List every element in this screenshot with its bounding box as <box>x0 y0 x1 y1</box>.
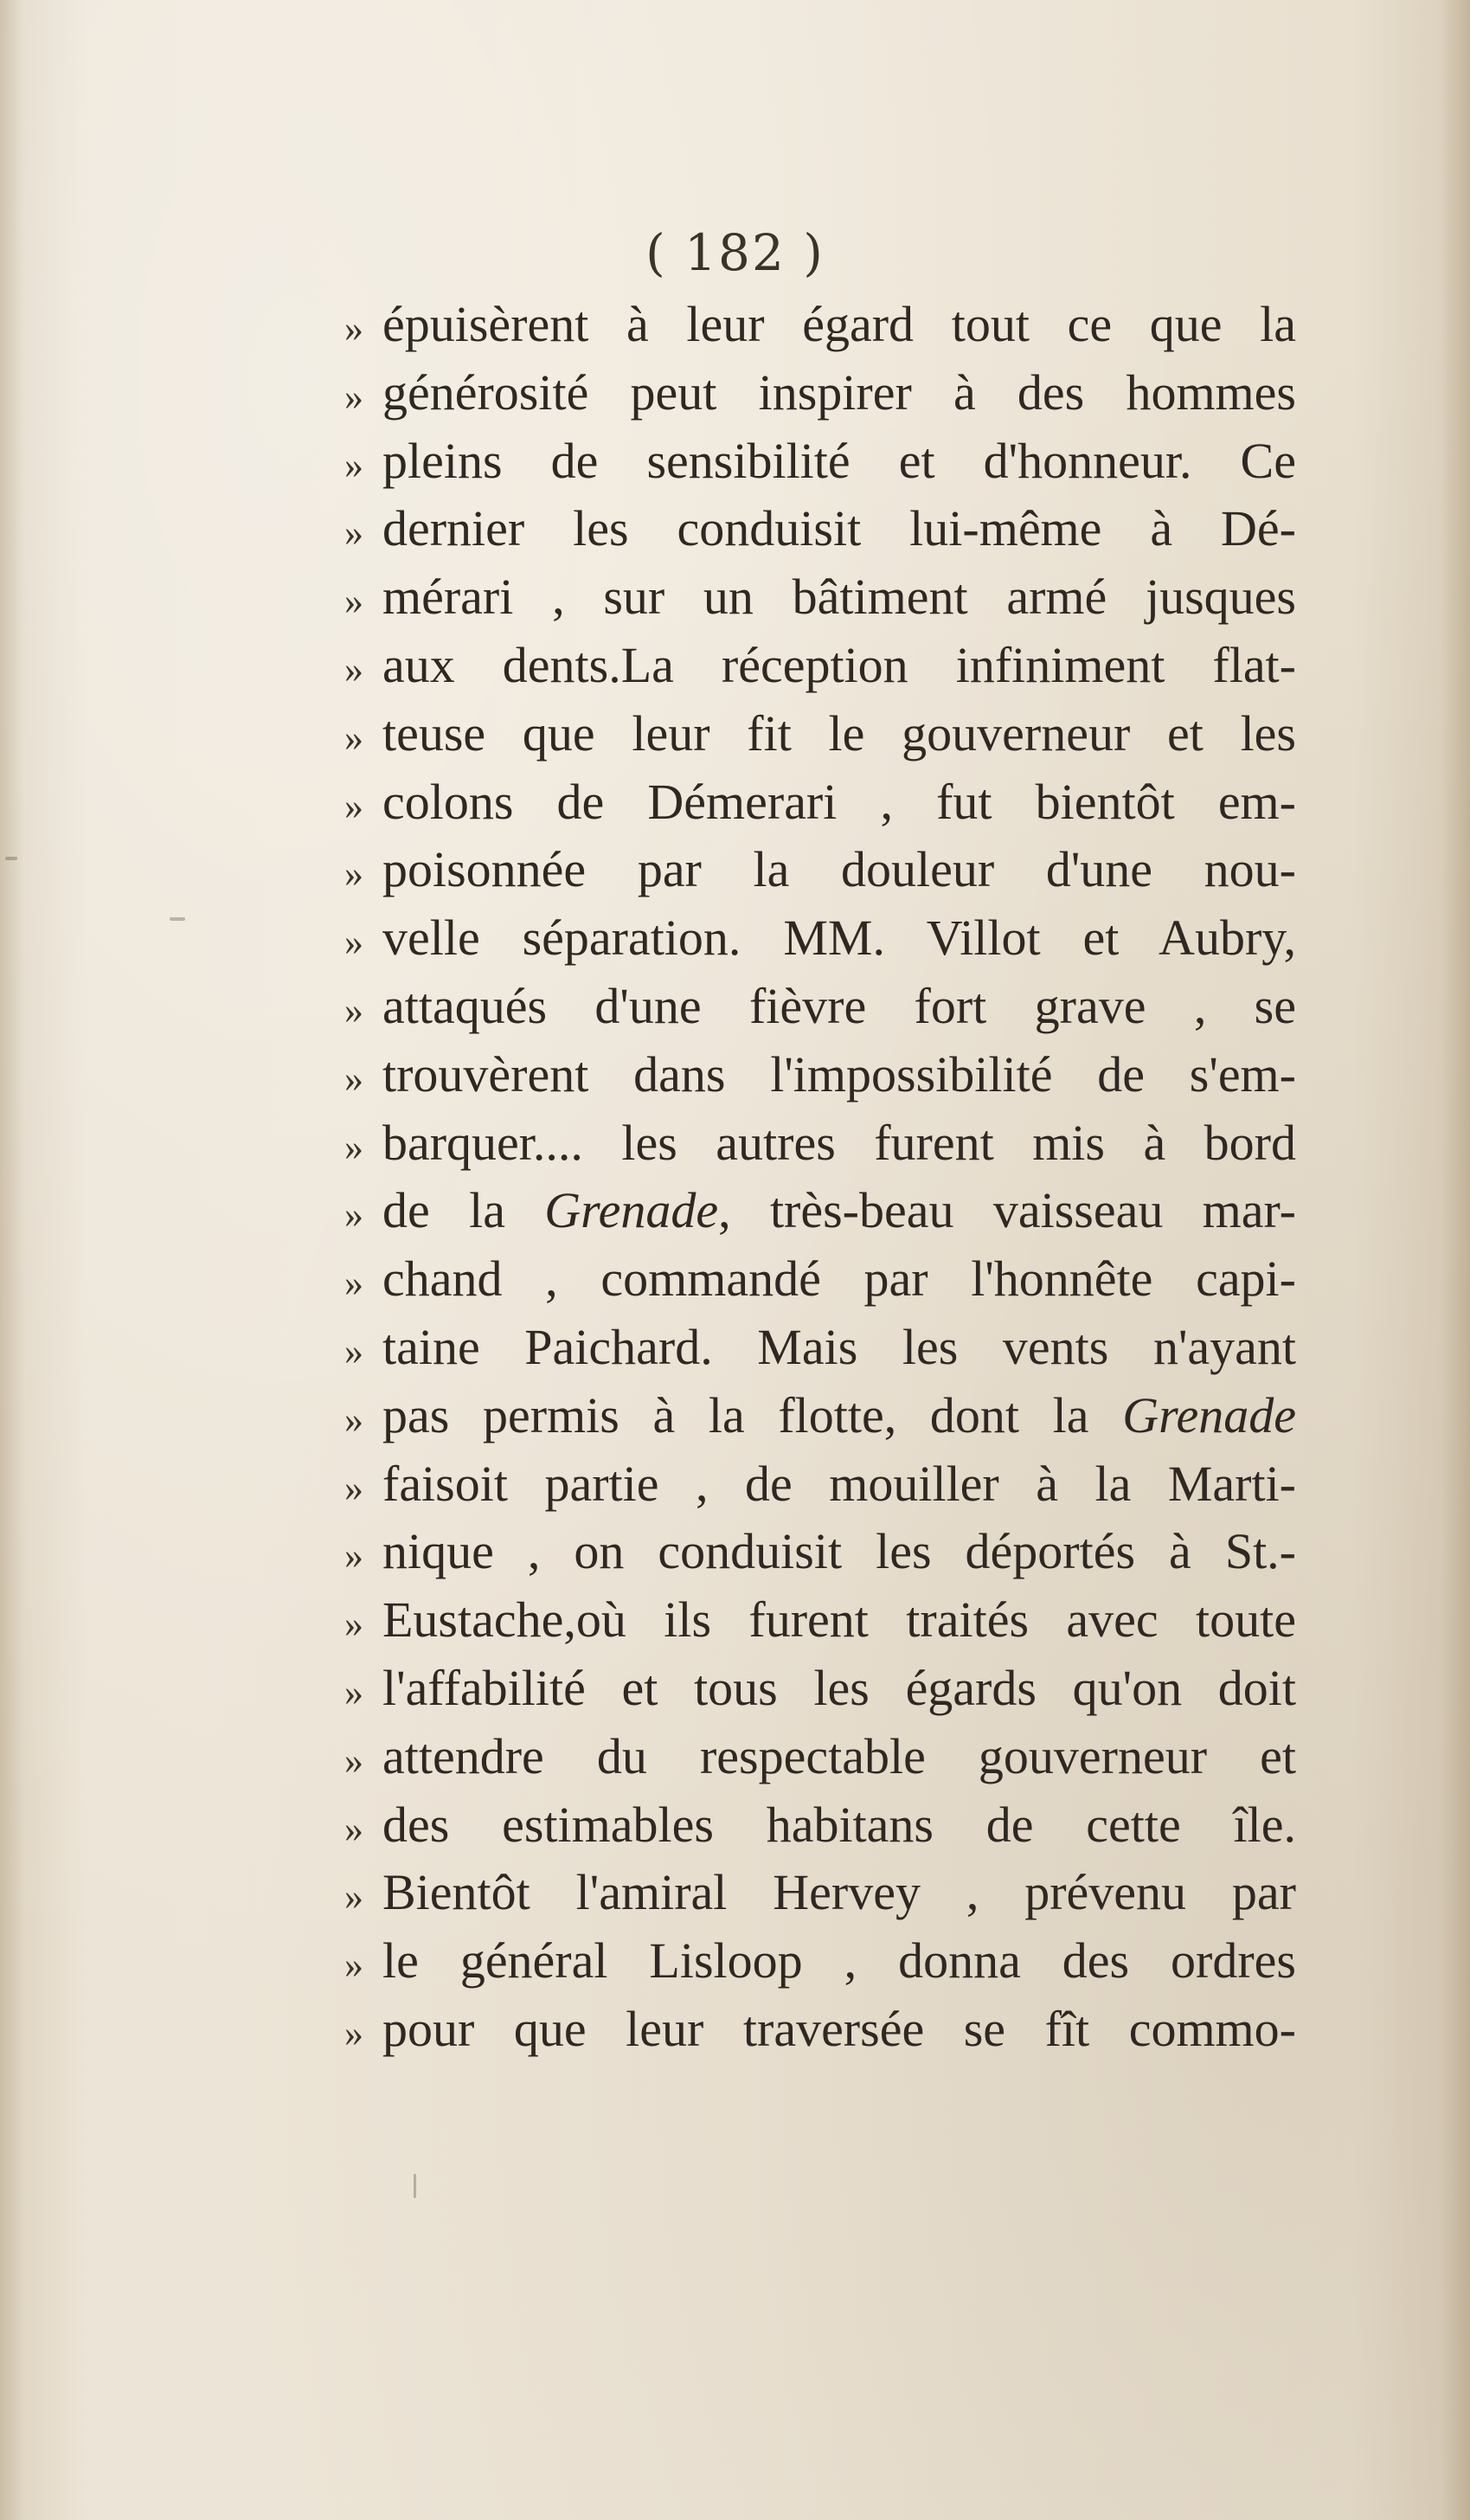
paper-speck <box>414 2174 416 2198</box>
quotation-mark: » <box>344 1807 363 1850</box>
text-line <box>344 291 1296 359</box>
page-right-edge-shadow <box>1441 0 1470 2520</box>
quotation-mark: » <box>344 988 363 1032</box>
text-line <box>344 1859 1296 1927</box>
quotation-mark: » <box>344 1329 363 1372</box>
text-line <box>344 1382 1296 1450</box>
text-line <box>344 1450 1296 1519</box>
text-line <box>344 1927 1296 1996</box>
text-line <box>344 700 1296 768</box>
text-line <box>344 836 1296 904</box>
line-text: velle séparation. MM. Villot et Aubry, <box>382 910 1296 967</box>
line-text: pleins de sensibilité et d'honneur. Ce <box>382 432 1296 489</box>
quotation-mark: » <box>344 784 363 827</box>
line-text: le général Lisloop , donna des ordres <box>382 1932 1296 1990</box>
line-text: Bientôt l'amiral Hervey , prévenu par <box>382 1864 1296 1921</box>
quotation-mark: » <box>344 1262 363 1305</box>
quotation-mark: » <box>344 716 363 759</box>
quotation-mark: » <box>344 511 363 555</box>
line-text: nique , on conduisit les déportés à St.- <box>382 1523 1296 1580</box>
line-text: poisonnée par la douleur d'une nou- <box>382 841 1296 898</box>
line-text: mérari , sur un bâtiment armé jusques <box>382 569 1296 626</box>
page-number: ( 182 ) <box>645 223 825 282</box>
quotation-mark: » <box>344 1398 363 1441</box>
body-text <box>344 291 1296 2064</box>
quotation-mark: » <box>344 1534 363 1578</box>
quotation-mark: » <box>344 1466 363 1509</box>
text-line <box>344 428 1296 496</box>
quotation-mark: » <box>344 1603 363 1646</box>
quotation-mark: » <box>344 1670 363 1713</box>
line-text: dernier les conduisit lui-même à Dé- <box>382 500 1296 557</box>
quotation-mark: » <box>344 647 363 691</box>
line-text: barquer.... les autres furent mis à bord <box>382 1114 1296 1171</box>
text-line <box>344 904 1296 973</box>
quotation-mark: » <box>344 1057 363 1100</box>
quotation-mark: » <box>344 1193 363 1237</box>
text-line <box>344 1723 1296 1791</box>
text-line <box>344 1109 1296 1178</box>
text-line <box>344 1314 1296 1382</box>
text-line <box>344 1586 1296 1655</box>
quotation-mark: » <box>344 921 363 964</box>
italic-ship-name: Grenade <box>544 1182 719 1239</box>
line-text-segment: pas permis à la flotte, dont la <box>382 1386 1123 1443</box>
page-left-edge-shadow <box>0 0 24 2520</box>
text-line <box>344 973 1296 1041</box>
text-line <box>344 768 1296 837</box>
quotation-mark: » <box>344 375 363 418</box>
text-line <box>344 1518 1296 1586</box>
text-line <box>344 563 1296 632</box>
text-line <box>344 632 1296 700</box>
line-text: trouvèrent dans l'impossibilité de s'em- <box>382 1045 1296 1102</box>
text-line <box>344 359 1296 428</box>
line-text: l'affabilité et tous les égards qu'on doit <box>382 1659 1296 1716</box>
italic-ship-name: Grenade <box>1122 1386 1296 1443</box>
line-text-segment: de la <box>382 1182 545 1239</box>
line-text: des estimables habitans de cette île. <box>382 1796 1296 1853</box>
text-line <box>344 1996 1296 2064</box>
quotation-mark: » <box>344 1944 363 1987</box>
quotation-mark: » <box>344 852 363 896</box>
text-line <box>344 1655 1296 1723</box>
line-text: colons de Démerari , fut bientôt em- <box>382 773 1296 830</box>
line-text <box>382 1382 1296 1450</box>
text-line <box>344 1177 1296 1245</box>
line-text: taine Paichard. Mais les vents n'ayant <box>382 1318 1296 1375</box>
text-line <box>344 1041 1296 1109</box>
line-text <box>382 1177 1296 1245</box>
paper-speck <box>170 917 185 921</box>
quotation-mark: » <box>344 1875 363 1919</box>
quotation-mark: » <box>344 2011 363 2054</box>
quotation-mark: » <box>344 307 363 350</box>
quotation-mark: » <box>344 580 363 623</box>
line-text: épuisèrent à leur égard tout ce que la <box>382 296 1296 352</box>
quotation-mark: » <box>344 443 363 486</box>
paper-speck <box>5 857 17 860</box>
line-text: teuse que leur fit le gouverneur et les <box>382 704 1296 762</box>
line-text: attaqués d'une fièvre fort grave , se <box>382 977 1296 1034</box>
line-text: Eustache,où ils furent traités avec toute <box>382 1591 1296 1649</box>
line-text: pour que leur traversée se fît commo- <box>382 2000 1296 2057</box>
line-text: aux dents.La réception infiniment flat- <box>382 636 1296 693</box>
quotation-mark: » <box>344 1125 363 1168</box>
text-line <box>344 1791 1296 1860</box>
text-line <box>344 1245 1296 1314</box>
line-text: générosité peut inspirer à des hommes <box>382 363 1296 421</box>
line-text: faisoit partie , de mouiller à la Marti- <box>382 1455 1296 1512</box>
text-line <box>344 495 1296 563</box>
quotation-mark: » <box>344 1739 363 1782</box>
line-text: chand , commandé par l'honnête capi- <box>382 1250 1296 1308</box>
line-text-segment: , très-beau vaisseau mar- <box>718 1182 1296 1239</box>
line-text: attendre du respectable gouverneur et <box>382 1727 1296 1784</box>
